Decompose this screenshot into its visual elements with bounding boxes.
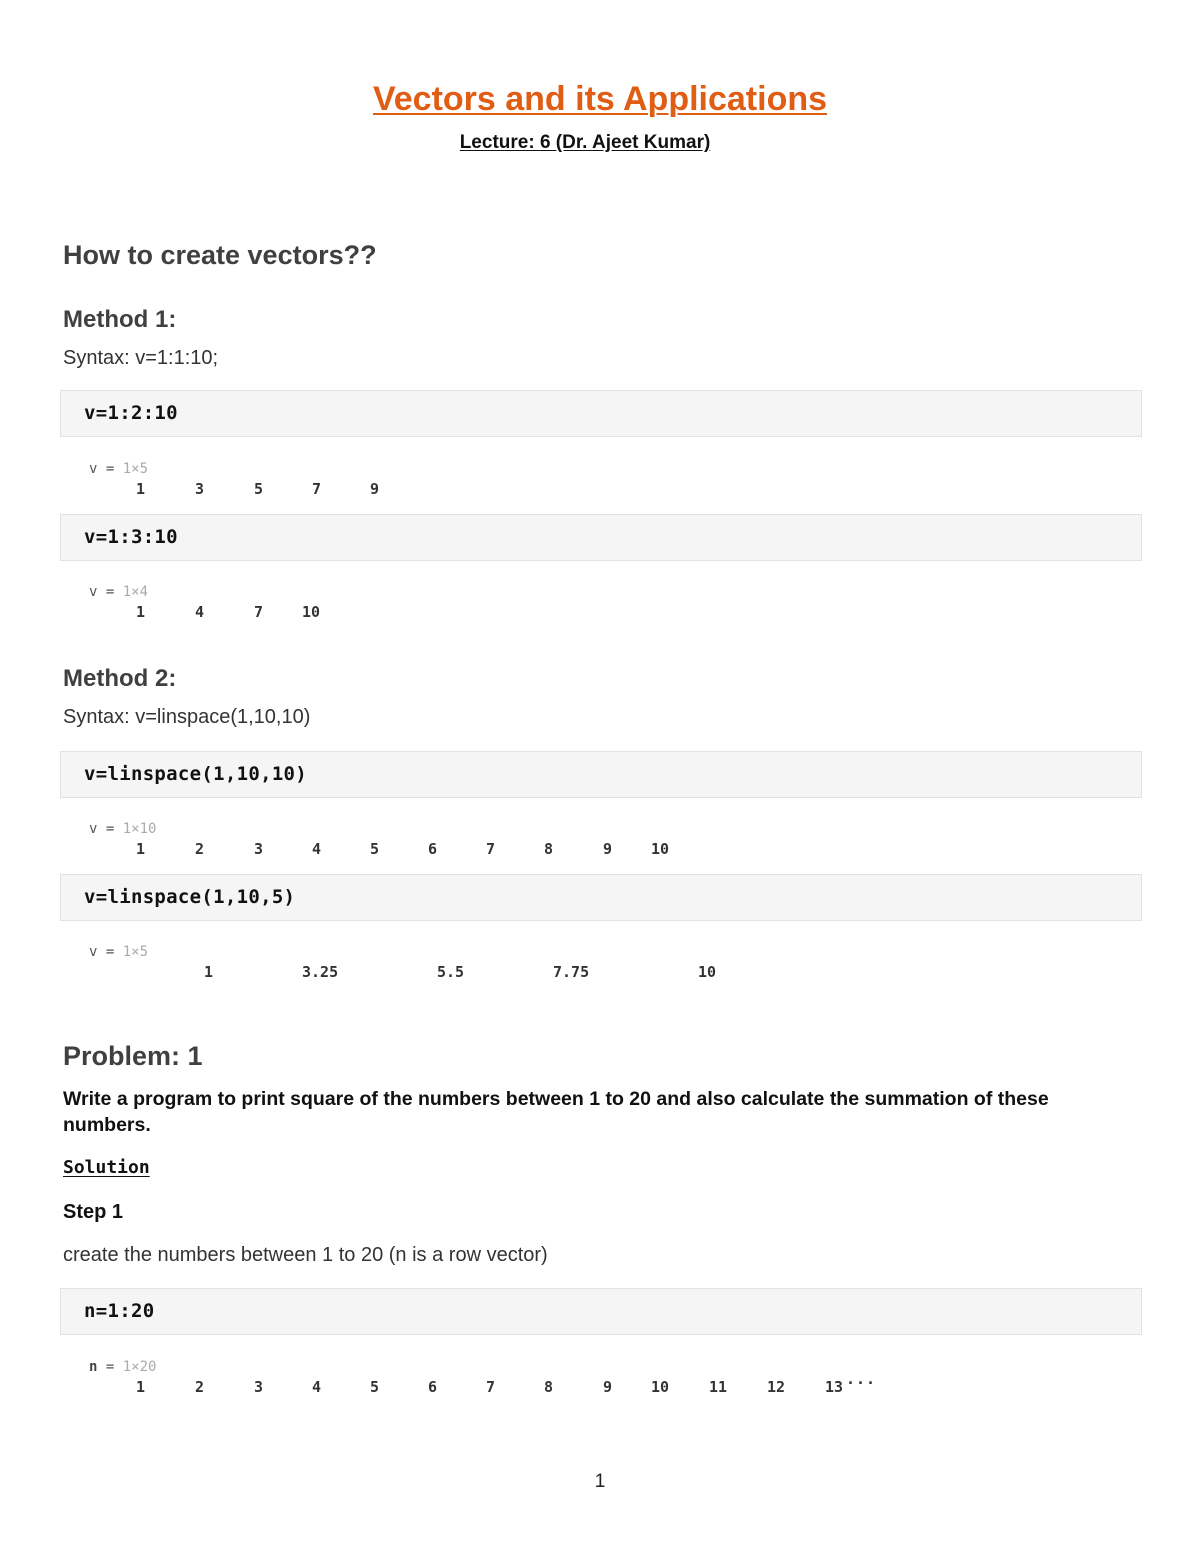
output-values-2	[0, 603, 1200, 625]
output-values-3	[0, 840, 1200, 862]
output-value: 13	[825, 1378, 844, 1396]
code-text: v=linspace(1,10,10)	[84, 763, 308, 785]
output-value: 5	[370, 1378, 380, 1396]
method-1-syntax: Syntax: v=1:1:10;	[63, 347, 219, 369]
document-title: Vectors and its Applications	[372, 80, 828, 118]
method-2-syntax: Syntax: v=linspace(1,10,10)	[63, 706, 311, 728]
output-header-2: v = 1×4	[89, 584, 149, 600]
step-text: create the numbers between 1 to 20 (n is a row vector)	[63, 1244, 548, 1266]
output-value: 1	[204, 963, 214, 981]
output-value: 2	[195, 840, 205, 858]
lecture-subtitle: Lecture: 6 (Dr. Ajeet Kumar)	[459, 132, 711, 153]
output-value: 6	[428, 840, 438, 858]
output-value: 1	[136, 480, 146, 498]
output-header-4: v = 1×5	[89, 944, 149, 960]
output-value: 3	[254, 1378, 264, 1396]
solution-label: Solution	[63, 1157, 150, 1178]
output-value: 10	[698, 963, 717, 981]
output-value: 9	[603, 840, 613, 858]
output-value: 4	[195, 603, 205, 621]
more-values-ellipsis[interactable]: ···	[846, 1374, 877, 1392]
output-value: 10	[651, 1378, 670, 1396]
output-header-1: v = 1×5	[89, 461, 149, 477]
output-value: 7	[486, 1378, 496, 1396]
output-value: 4	[312, 840, 322, 858]
output-value: 7	[312, 480, 322, 498]
code-text: v=1:3:10	[84, 526, 178, 548]
output-value: 7.75	[553, 963, 590, 981]
code-cell-3[interactable]	[60, 751, 1142, 798]
output-value: 4	[312, 1378, 322, 1396]
output-value: 8	[544, 840, 554, 858]
output-value: 1	[136, 603, 146, 621]
output-value: 11	[709, 1378, 728, 1396]
code-text: n=1:20	[84, 1300, 155, 1322]
output-value: 9	[603, 1378, 613, 1396]
method-2-heading: Method 2:	[63, 665, 177, 692]
output-header-3: v = 1×10	[89, 821, 157, 837]
output-value: 7	[486, 840, 496, 858]
method-1-heading: Method 1:	[63, 306, 177, 333]
output-value: 3.25	[302, 963, 339, 981]
output-value: 5	[370, 840, 380, 858]
code-cell-5[interactable]	[60, 1288, 1142, 1335]
output-values-5	[0, 1374, 1200, 1400]
output-value: 3	[254, 840, 264, 858]
output-value: 12	[767, 1378, 786, 1396]
output-value: 1	[136, 1378, 146, 1396]
output-value: 10	[302, 603, 321, 621]
output-value: 6	[428, 1378, 438, 1396]
output-value: 9	[370, 480, 380, 498]
code-text: v=linspace(1,10,5)	[84, 886, 296, 908]
problem-heading: Problem: 1	[63, 1041, 203, 1071]
output-value: 3	[195, 480, 205, 498]
output-value: 8	[544, 1378, 554, 1396]
code-text: v=1:2:10	[84, 402, 178, 424]
output-value: 10	[651, 840, 670, 858]
output-value: 1	[136, 840, 146, 858]
output-value: 2	[195, 1378, 205, 1396]
output-value: 5.5	[437, 963, 465, 981]
code-cell-1[interactable]	[60, 390, 1142, 437]
output-header-5: n = 1×20	[89, 1359, 157, 1375]
code-cell-2[interactable]	[60, 514, 1142, 561]
section-heading-create-vectors: How to create vectors??	[63, 240, 377, 270]
page-number: 1	[594, 1471, 606, 1492]
step-label: Step 1	[63, 1201, 124, 1223]
output-value: 5	[254, 480, 264, 498]
code-cell-4[interactable]	[60, 874, 1142, 921]
output-value: 7	[254, 603, 264, 621]
output-values-4	[0, 963, 1200, 985]
problem-statement: Write a program to print square of the numbers between 1 to 20 and also calculate the summation of these numbers.	[63, 1088, 1049, 1136]
output-values-1	[0, 480, 1200, 502]
